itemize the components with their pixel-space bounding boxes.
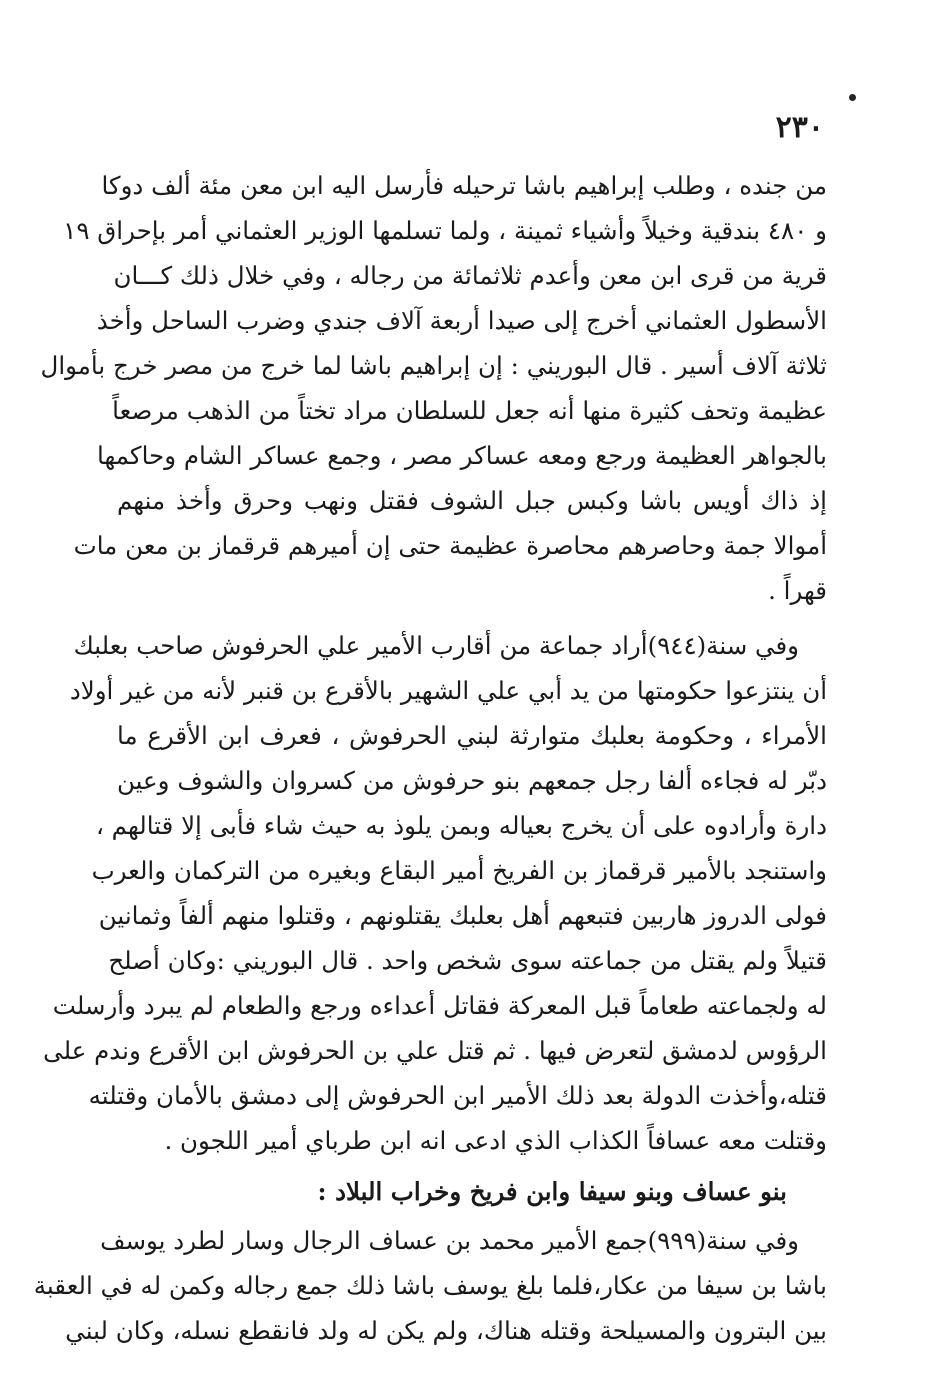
text-line: واستنجد بالأمير قرقماز بن الفريخ أمير البقاع وبغيره من التركمان والعرب [91,856,827,885]
text-line: قتله،وأخذت الدولة بعد ذلك الأمير ابن الحرفوش إلى دمشق بالأمان وقتلته [88,1081,827,1110]
text-line: عظيمة وتحف كثيرة منها أنه جعل للسلطان مراد تختاً من الذهب مرصعاً [112,396,827,425]
text-line: بين البترون والمسيلحة وقتله هناك، ولم يكن له ولد فانقطع نسله، وكان لبني [65,1316,827,1345]
text-line: دارة وأرادوه على أن يخرج بعياله وبمن يلوذ به حيث شاء فأبى إلا قتالهم ، [95,811,827,840]
margin-dot [849,94,856,101]
text-line: وقتلت معه عسافاً الكذاب الذي ادعى انه ابن طرباي أمير اللجون . [164,1126,827,1155]
text-line: بالجواهر العظيمة ورجع ومعه عساكر مصر ، وجمع عساكر الشام وحاكمها [97,441,827,470]
text-line: قرية من قرى ابن معن وأعدم ثلاثمائة من رجاله ، وفي خلال ذلك كـــان [113,261,827,290]
text-line: و ٤٨٠ بندقية وخيلاً وأشياء ثمينة ، ولما تسلمها الوزير العثماني أمر بإحراق ١٩ [63,216,827,245]
text-line: الأمراء ، وحكومة بعلبك متوارثة لبني الحرفوش ، فعرف ابن الأقرع ما [117,721,827,750]
text-line: فولى الدروز هاربين فتبعهم أهل بعلبك يقتلونهم ، وقتلوا منهم ألفاً وثمانين [98,901,827,930]
text-line: إذ ذاك أويس باشا وكبس جبل الشوف فقتل ونهب وحرق وأخذ منهم [117,486,827,515]
text-line: باشا بن سيفا من عكار،فلما بلغ يوسف باشا ذلك جمع رجاله وكمن له في العقبة [33,1271,827,1300]
text-line: ثلاثة آلاف أسير . قال البوريني : إن إبراهيم باشا لما خرج من مصر خرج بأموال [40,351,827,380]
text-line: قهراً . [768,576,827,605]
text-line: وفي سنة(٩٩٩)جمع الأمير محمد بن عساف الرجال وسار لطرد يوسف [100,1226,799,1255]
text-line: قتيلاً ولم يقتل من جماعته سوى شخص واحد . قال البوريني :وكان أصلح [108,946,827,975]
text-line: أموالا جمة وحاصرهم محاصرة عظيمة حتى إن أميرهم قرقماز بن معن مات [73,531,827,560]
page-number: ٢٣٠ [775,110,824,145]
section-heading: بنو عساف وبنو سيفا وابن فريخ وخراب البلاد : [317,1177,787,1206]
text-line: وفي سنة(٩٤٤)أراد جماعة من أقارب الأمير علي الحرفوش صاحب بعلبك [73,631,799,660]
text-line: له ولجماعته طعاماً قبل المعركة فقاتل أعداءه ورجع والطعام لم يبرد وأرسلت [52,991,827,1020]
text-line: الأسطول العثماني أخرج إلى صيدا أربعة آلاف جندي وضرب الساحل وأخذ [96,306,827,335]
text-line: الرؤوس لدمشق لتعرض فيها . ثم قتل علي بن الحرفوش ابن الأقرع وندم على [43,1036,827,1065]
text-line: من جنده ، وطلب إبراهيم باشا ترحيله فأرسل اليه ابن معن مئة ألف دوكا [101,171,827,200]
text-line: دبّر له فجاءه ألفا رجل جمعهم بنو حرفوش من كسروان والشوف وعين [117,766,827,795]
text-line: أن ينتزعوا حكومتها من يد أبي علي الشهير بالأقرع بن قنبر لأنه من غير أولاد [69,676,827,705]
